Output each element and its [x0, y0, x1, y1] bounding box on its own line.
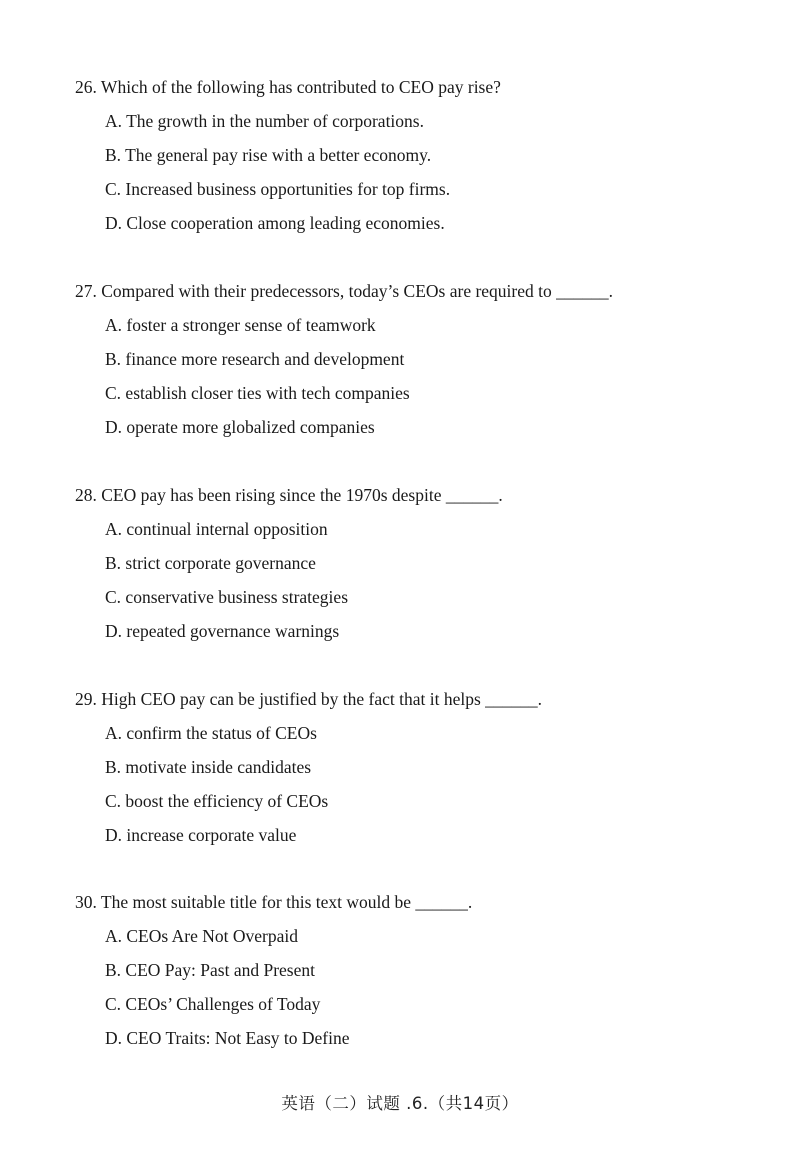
option-d: D. operate more globalized companies — [105, 417, 375, 437]
option-c: C. establish closer ties with tech companies — [105, 383, 410, 403]
option-d: D. CEO Traits: Not Easy to Define — [105, 1028, 350, 1048]
option-b: B. strict corporate governance — [105, 553, 316, 573]
option-d: D. increase corporate value — [105, 825, 297, 845]
page-footer: 英语（二）试题 .6.（共14页） — [281, 1094, 519, 1113]
option-d: D. Close cooperation among leading economies. — [105, 213, 445, 233]
question-stem: 27. Compared with their predecessors, today’s CEOs are required to ______. — [75, 281, 613, 301]
option-c: C. boost the efficiency of CEOs — [105, 791, 329, 811]
option-a: A. The growth in the number of corporations. — [105, 111, 424, 131]
question-stem: 26. Which of the following has contributed to CEO pay rise? — [75, 77, 501, 97]
option-a: A. foster a stronger sense of teamwork — [105, 315, 376, 335]
question-stem: 30. The most suitable title for this text would be ______. — [75, 892, 473, 912]
option-c: C. CEOs’ Challenges of Today — [105, 994, 321, 1014]
option-a: A. confirm the status of CEOs — [105, 723, 317, 743]
option-d: D. repeated governance warnings — [105, 621, 340, 641]
option-b: B. The general pay rise with a better economy. — [105, 145, 432, 165]
option-b: B. CEO Pay: Past and Present — [105, 960, 315, 980]
option-c: C. conservative business strategies — [105, 587, 349, 607]
option-a: A. continual internal opposition — [105, 519, 328, 539]
question-stem: 28. CEO pay has been rising since the 1970s despite ______. — [75, 485, 503, 505]
option-b: B. motivate inside candidates — [105, 757, 312, 777]
option-a: A. CEOs Are Not Overpaid — [105, 926, 298, 946]
option-b: B. finance more research and development — [105, 349, 405, 369]
question-stem: 29. High CEO pay can be justified by the fact that it helps ______. — [75, 689, 543, 709]
option-c: C. Increased business opportunities for top firms. — [105, 179, 451, 199]
